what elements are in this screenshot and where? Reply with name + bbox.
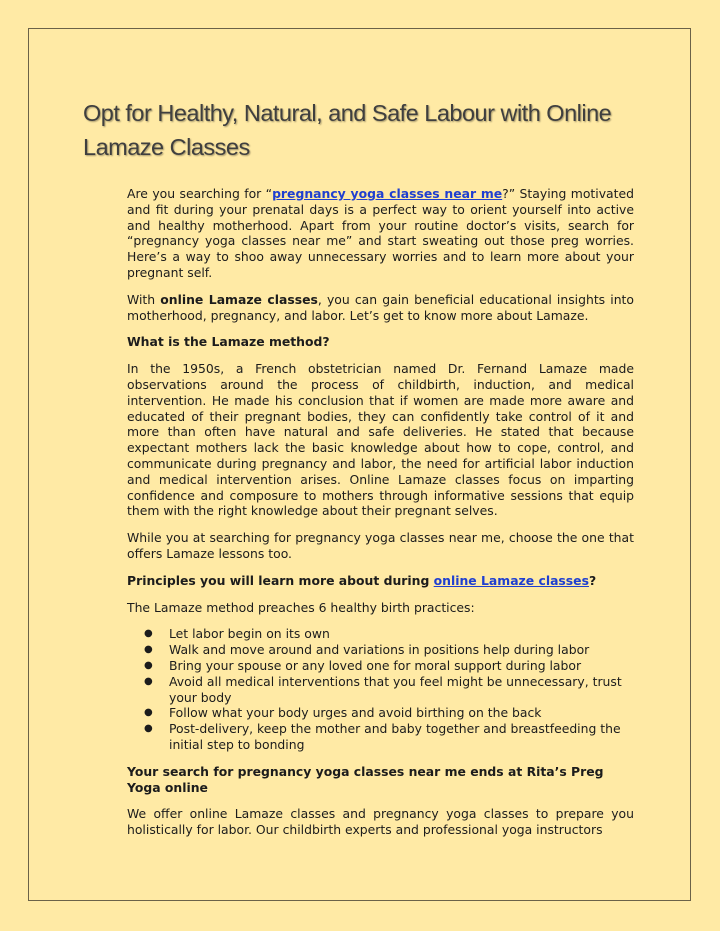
lamaze-intro-paragraph: [127, 292, 634, 324]
list-item: [127, 642, 634, 658]
article-body: [127, 186, 634, 849]
heading-principles: [127, 573, 634, 589]
lamaze-history-paragraph: In the 1950s, a French obstetrician named Dr. Fernand Lamaze made observations around the process of childbirth, induction, and medical intervention. He made his conclusion that if women are made more aware and educated of their pregnant bodies, they can confidently take control of it and more than often have natural and safe deliveries. He stated that because expectant mothers lack the basic knowledge about how to cope, control, and communicate during pregnancy and labor, the need for artificial labor induction and medical intervention arises. Online Lamaze classes focus on imparting confidence and composure to mothers through informative sessions that equip them with the right knowledge about their pregnant selves.: [127, 361, 634, 519]
heading2-before: Principles you will learn more about during: [127, 572, 434, 588]
list-item: [127, 626, 634, 642]
para2-after: , you can gain beneficial educational insights into motherhood, pregnancy, and labor. Let’s get to know more about Lamaze.: [127, 291, 634, 323]
heading2-after: ?: [588, 572, 597, 588]
page-title: Opt for Healthy, Natural, and Safe Labour with Online Lamaze Classes: [83, 100, 612, 160]
offer-paragraph: We offer online Lamaze classes and pregnancy yoga classes to prepare you holistically for labor. Our childbirth experts and professional yoga instructors: [127, 806, 634, 838]
bullet-icon: ●: [144, 659, 153, 671]
intro-text-before: Are you searching for “: [127, 186, 273, 201]
practice-text: Post-delivery, keep the mother and baby together and breastfeeding the initial step to bonding: [169, 721, 621, 752]
bullet-icon: ●: [144, 644, 153, 656]
heading-what-is-lamaze: What is the Lamaze method?: [127, 334, 330, 350]
para2-before: With: [127, 291, 161, 307]
search-tip-paragraph: While you at searching for pregnancy yoga classes near me, choose the one that offers Lamaze lessons too.: [127, 530, 634, 561]
practices-list: [127, 626, 634, 752]
intro-paragraph: [127, 186, 634, 281]
pregnancy-yoga-link[interactable]: pregnancy yoga classes near me: [272, 186, 503, 201]
bullet-icon: ●: [144, 675, 153, 687]
online-lamaze-bold: online Lamaze classes: [160, 291, 318, 307]
list-item: [127, 658, 634, 674]
bullet-icon: ●: [144, 723, 153, 735]
bullet-icon: ●: [144, 628, 153, 640]
practice-text: Let labor begin on its own: [169, 626, 330, 642]
online-lamaze-link[interactable]: online Lamaze classes: [433, 572, 589, 588]
practice-text: Avoid all medical interventions that you feel might be unnecessary, trust your body: [169, 673, 622, 705]
practice-text: Bring your spouse or any loved one for moral support during labor: [169, 657, 582, 673]
list-item: [127, 721, 634, 753]
intro-text-after: ?” Staying motivated and fit during your prenatal days is a perfect way to orient yourself into active and healthy motherhood. Apart from your routine doctor’s visits, search for “pregnancy yoga classes near me” and start sweating out those preg worries. Here’s a way to shoo away unnecessary worries and to learn more about your pregnant self.: [127, 186, 634, 280]
practice-text: Follow what your body urges and avoid birthing on the back: [169, 705, 542, 721]
list-item: [127, 705, 634, 721]
practice-text: Walk and move around and variations in positions help during labor: [169, 642, 590, 658]
list-item: [127, 674, 634, 706]
heading-ritas-preg-yoga: Your search for pregnancy yoga classes near me ends at Rita’s Preg Yoga online: [127, 763, 604, 795]
bullet-icon: ●: [144, 707, 153, 719]
practices-intro: The Lamaze method preaches 6 healthy birth practices:: [127, 599, 475, 615]
